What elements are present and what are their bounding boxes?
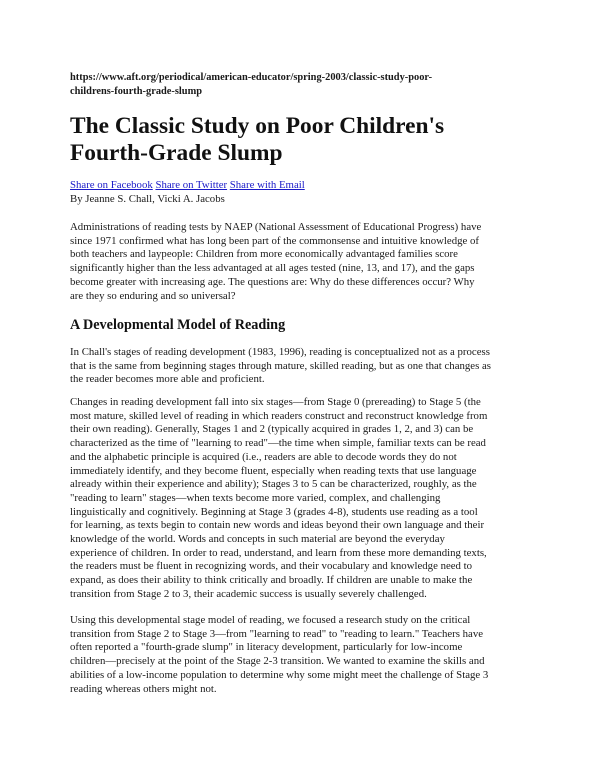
title-line: The Classic Study on Poor Children's bbox=[70, 113, 445, 139]
text-line: for learning, as texts begin to contain new words and ideas beyond their own language and their bbox=[70, 519, 485, 532]
text-line: both teachers and laypeople: Children from more economically advantaged families score bbox=[70, 248, 458, 261]
text-line: In Chall's stages of reading development (1983, 1996), reading is conceptualized not as a process bbox=[70, 346, 490, 358]
text-line: the reader becomes more able and proficient. bbox=[70, 373, 265, 386]
text-line: their own reading). Generally, Stages 1 and 2 (typically acquired in grades 1, 2, and 3) can be bbox=[70, 423, 474, 436]
text-line: since 1971 confirmed what has long been part of the commonsense and intuitive knowledge of bbox=[70, 234, 479, 247]
text-line: significantly higher than the less advantaged at all ages tested (nine, 13, and 17), and the gaps bbox=[70, 262, 475, 275]
source-url bbox=[70, 71, 540, 99]
text-line: transition from Stage 2 to Stage 3—from "learning to read" to "reading to learn." Teachers have bbox=[70, 627, 484, 640]
text-line: "reading to learn" stages—when texts become more varied, complex, and challenging bbox=[70, 491, 441, 504]
text-line: most mature, skilled level of reading in which readers construct and reconstruct knowledge from bbox=[70, 409, 488, 422]
share-links bbox=[70, 178, 305, 192]
share-email-link[interactable]: Share with Email bbox=[229, 179, 305, 191]
text-line: characterized as the time of "learning to read"—the time when simple, familiar texts can be read bbox=[70, 437, 486, 450]
text-line: linguistically and cognitively. Beginning at Stage 3 (grades 4-8), students use reading as a tool bbox=[70, 505, 478, 518]
url-line: childrens-fourth-grade-slump bbox=[70, 86, 203, 97]
text-line: become greater with increasing age. The questions are: Why do these differences occur? Why bbox=[70, 275, 475, 288]
text-line: knowledge of the world. Words and concepts in such material are beyond the everyday bbox=[70, 533, 445, 546]
text-line: Administrations of reading tests by NAEP (National Assessment of Educational Progress) have bbox=[70, 221, 482, 233]
section-heading: A Developmental Model of Reading bbox=[70, 317, 286, 333]
url-line: https://www.aft.org/periodical/american-educator/spring-2003/classic-study-poor- bbox=[70, 72, 433, 83]
text-line: children—precisely at the point of the Stage 2-3 transition. We wanted to examine the skills and bbox=[70, 655, 485, 668]
text-line: Using this developmental stage model of reading, we focused a research study on the critical bbox=[70, 614, 471, 626]
text-line: and the alphabetic principle is acquired (i.e., readers are able to decode words they do not bbox=[70, 450, 457, 463]
paragraph-stages-intro bbox=[70, 346, 540, 387]
text-line: reading whereas others might not. bbox=[70, 682, 217, 695]
text-line: already within their experience and ability); Stages 3 to 5 can be characterized, roughly, as the bbox=[70, 478, 477, 491]
paragraph-stages-detail bbox=[70, 396, 540, 602]
text-line: experience of children. In order to read, understand, and learn from these more demanding texts, bbox=[70, 546, 487, 559]
text-line: that is the same from beginning stages through mature, skilled reading, but as one that changes as bbox=[70, 359, 491, 372]
text-line: abilities of a low-income population to determine why some might meet the challenge of Stage 3 bbox=[70, 668, 489, 681]
article-title bbox=[70, 113, 540, 167]
byline: By Jeanne S. Chall, Vicki A. Jacobs bbox=[70, 193, 225, 205]
intro-paragraph bbox=[70, 221, 540, 303]
title-line: Fourth-Grade Slump bbox=[70, 140, 283, 166]
text-line: often reported a "fourth-grade slump" in literacy development, particularly for low-income bbox=[70, 641, 463, 654]
text-line: immediately identify, and they become fluent, especially when reading texts that use language bbox=[70, 464, 477, 477]
text-line: are they so enduring and so universal? bbox=[70, 289, 236, 302]
text-line: expand, as does their ability to think critically and broadly. If children are unable to make the bbox=[70, 574, 473, 587]
paragraph-research-study bbox=[70, 614, 540, 696]
text-line: Changes in reading development fall into six stages—from Stage 0 (prereading) to Stage 5 (the bbox=[70, 396, 481, 408]
share-facebook-link[interactable]: Share on Facebook bbox=[70, 179, 153, 191]
share-twitter-link[interactable]: Share on Twitter bbox=[155, 179, 228, 191]
text-line: the readers must be fluent in recognizing words, and their vocabulary and knowledge need to bbox=[70, 560, 473, 573]
text-line: transition from Stage 2 to 3, their academic success is usually severely challenged. bbox=[70, 587, 427, 600]
